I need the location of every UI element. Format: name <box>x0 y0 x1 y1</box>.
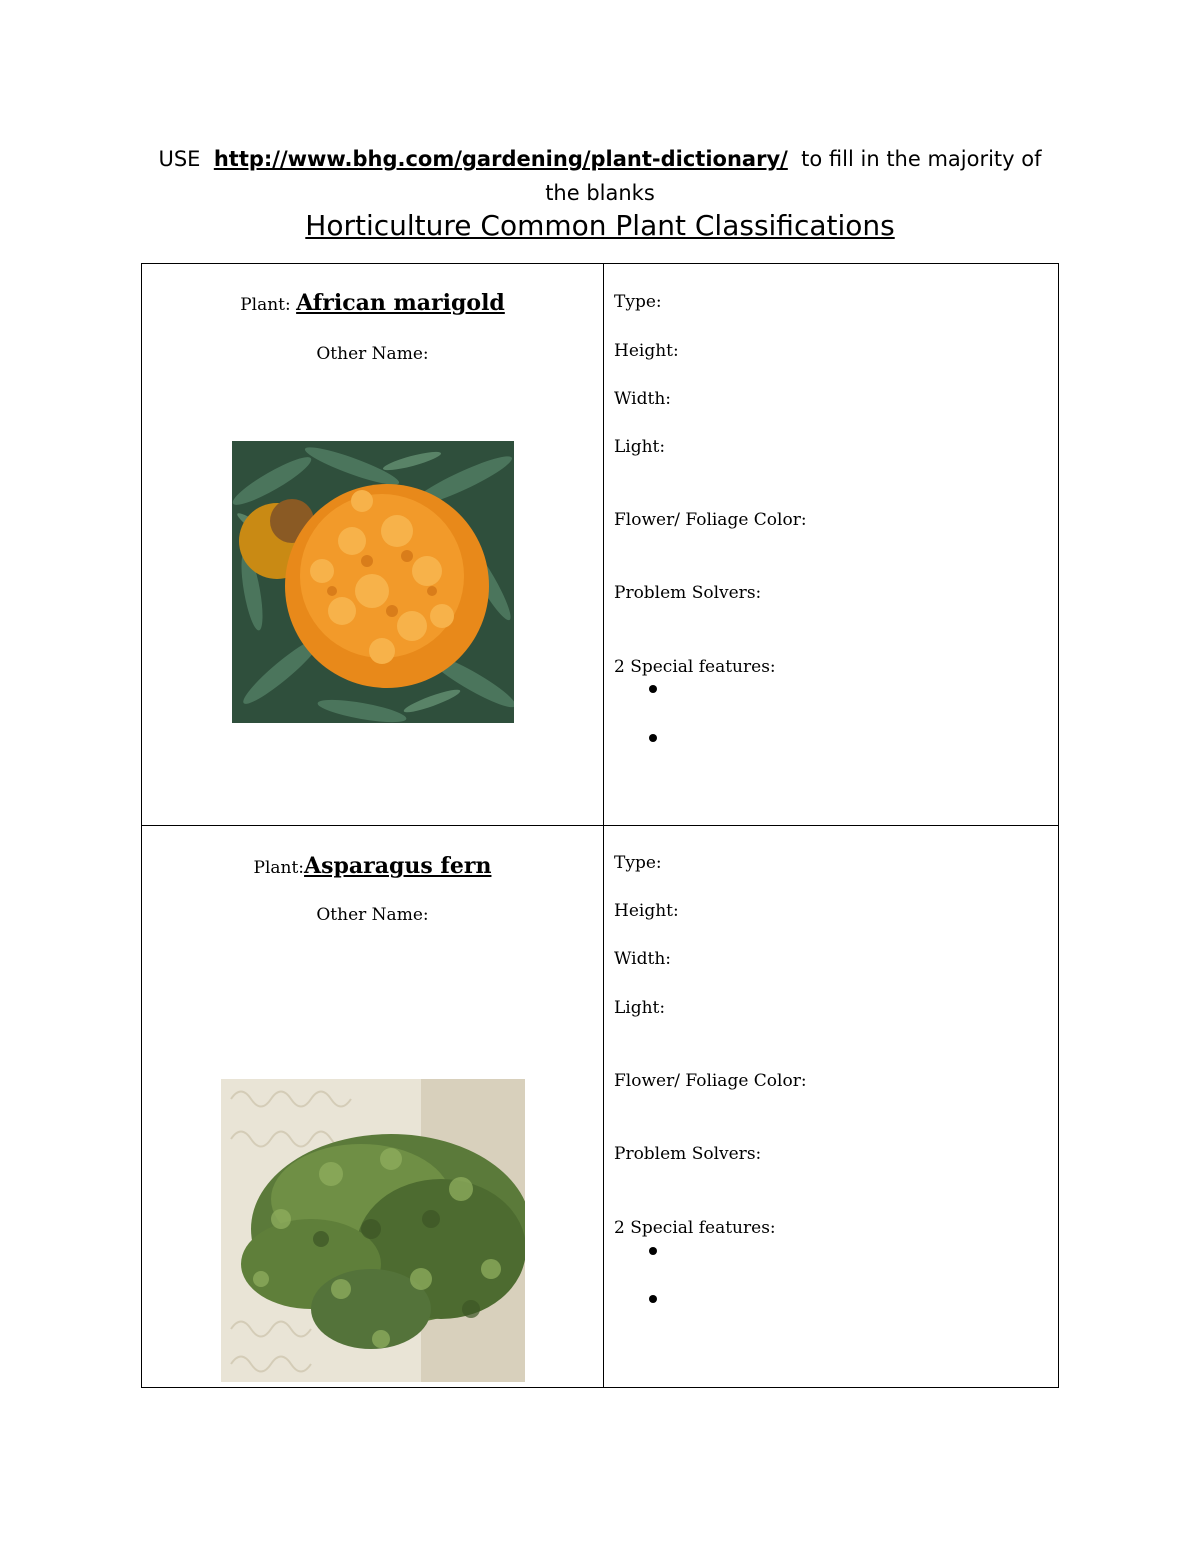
field-color: Flower/ Foliage Color: <box>614 510 807 530</box>
instructions <box>140 142 1060 210</box>
plant-name-line <box>142 853 603 879</box>
plant-info-cell <box>142 264 604 826</box>
plant-label: Plant: <box>253 858 305 878</box>
bullet-point <box>649 685 657 693</box>
plant-details-cell <box>604 264 1059 826</box>
plant-details-cell <box>604 826 1059 1388</box>
bullet-point <box>649 1247 657 1255</box>
field-light: Light: <box>614 998 666 1018</box>
bullet-point <box>649 734 657 742</box>
other-name-label: Other Name: <box>316 905 429 925</box>
field-width: Width: <box>614 389 672 409</box>
plant-dictionary-link[interactable]: http://www.bhg.com/gardening/plant-dictionary/ <box>213 147 788 171</box>
plant-row <box>142 264 1059 826</box>
field-problem-solvers: Problem Solvers: <box>614 1144 762 1164</box>
field-problem-solvers: Problem Solvers: <box>614 583 762 603</box>
other-name-label: Other Name: <box>316 344 429 364</box>
asparagus-fern-photo <box>221 1079 525 1382</box>
plant-info-cell <box>142 826 604 1388</box>
plant-name-line <box>142 290 603 316</box>
field-special-features: 2 Special features: <box>614 1218 776 1238</box>
field-type: Type: <box>614 292 662 312</box>
plant-label: Plant: <box>240 295 291 315</box>
field-height: Height: <box>614 901 679 921</box>
plant-name: Asparagus fern <box>304 853 492 879</box>
field-width: Width: <box>614 949 672 969</box>
field-height: Height: <box>614 341 679 361</box>
field-type: Type: <box>614 853 662 873</box>
plant-table <box>141 263 1059 1388</box>
field-special-features: 2 Special features: <box>614 657 776 677</box>
bullet-point <box>649 1295 657 1303</box>
page-title: Horticulture Common Plant Classifications <box>305 209 895 242</box>
field-color: Flower/ Foliage Color: <box>614 1071 807 1091</box>
marigold-flower-photo <box>232 441 514 723</box>
instruction-suffix: to fill in the majority of the blanks <box>545 147 1042 205</box>
plant-row <box>142 826 1059 1388</box>
plant-name: African marigold <box>296 290 505 316</box>
instruction-prefix: USE <box>158 147 201 171</box>
field-light: Light: <box>614 437 666 457</box>
